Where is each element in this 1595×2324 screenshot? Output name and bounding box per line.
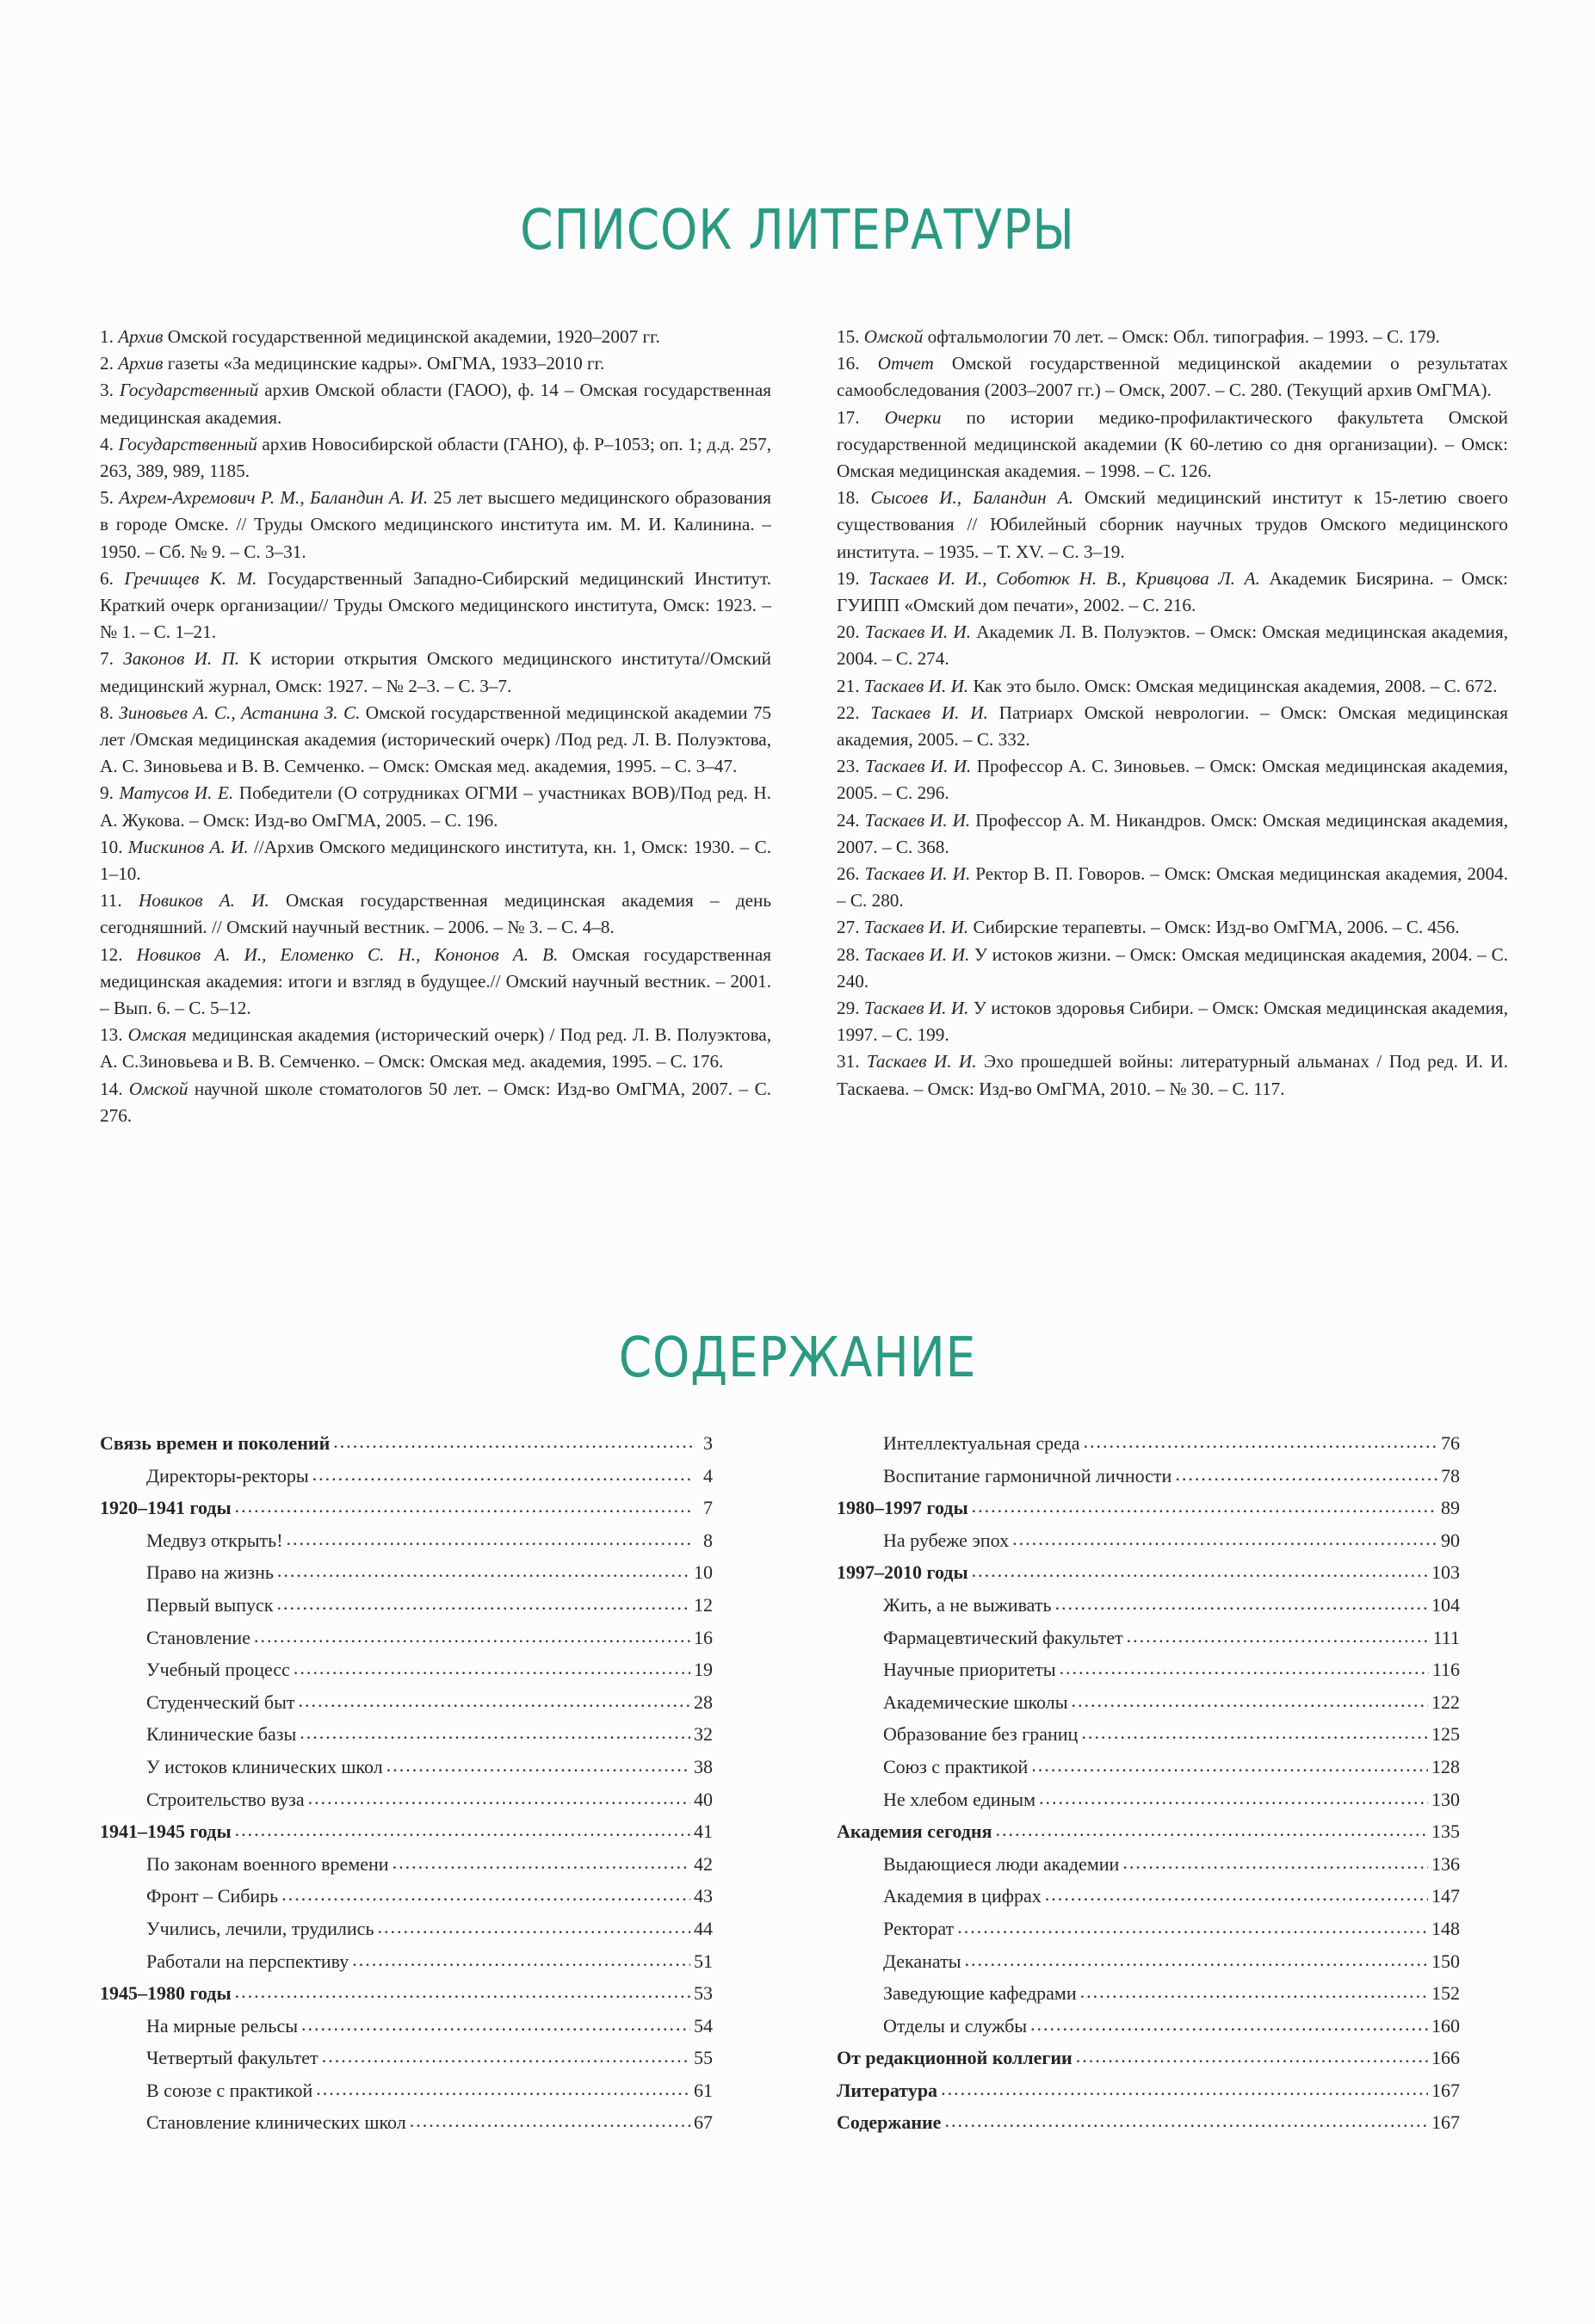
toc-entry-page: 152 (1431, 1982, 1460, 2005)
toc-entry-page: 51 (694, 1950, 713, 1972)
reference-number: 21. (837, 675, 860, 696)
reference-author: Таскаев И. И. (864, 621, 972, 643)
reference-number: 6. (100, 567, 114, 589)
reference-item (100, 566, 771, 646)
toc-entry-page: 16 (694, 1626, 713, 1648)
toc-dot-leader (1175, 1458, 1437, 1491)
toc-entry (100, 1751, 713, 1783)
toc-entry-title: Заведующие кафедрами (883, 1982, 1077, 2005)
toc-entry-page: 8 (703, 1529, 713, 1551)
toc-entry-page: 104 (1431, 1593, 1460, 1616)
reference-number: 15. (837, 326, 860, 347)
toc-dot-leader (1122, 1846, 1428, 1879)
reference-text: Государственный Западно-Сибирский медицинский Институт. Краткий очерк организации// Труды Омского медицинского института, Омск: 1923. – № 1. – С. 1–21. (100, 567, 771, 643)
reference-text: по истории медико-профилактического факультета Омской государственной медицинской академии (К 60-летию со дня организации). – Омск: Омская медицинская академия. – 1998. – С. 126. (837, 406, 1508, 482)
toc-dot-leader (1030, 2008, 1428, 2041)
reference-text: Патриарх Омской неврологии. – Омск: Омская медицинская академия, 2005. – С. 332. (837, 702, 1509, 751)
reference-item (837, 619, 1508, 672)
toc-entry-page: 130 (1431, 1788, 1460, 1810)
reference-author: Новиков А. И., Еломенко С. Н., Кононов А. В. (136, 943, 559, 965)
reference-number: 10. (100, 836, 123, 857)
toc-entry-title: Директоры-ректоры (146, 1464, 309, 1486)
toc-entry-title: Интеллектуальная среда (883, 1432, 1080, 1454)
reference-author: Таскаев И. И., Соботюк Н. В., Кривцова Л. А. (869, 567, 1260, 589)
toc-dot-leader (996, 1814, 1428, 1846)
toc-dot-leader (1072, 1684, 1428, 1717)
reference-item (837, 324, 1508, 350)
toc-entry (100, 1815, 713, 1848)
reference-author: Отчет (877, 353, 934, 374)
reference-text: Профессор А. М. Никандров. Омск: Омская медицинская академия, 2007. – С. 368. (837, 809, 1509, 857)
reference-author: Таскаев И. И. (866, 1051, 977, 1072)
toc-entry-page: 76 (1441, 1432, 1460, 1454)
toc-dot-leader (1060, 1652, 1429, 1684)
toc-entry-page: 136 (1431, 1852, 1460, 1875)
reference-author: Таскаев И. И. (864, 809, 971, 831)
reference-author: Таскаев И. И. (863, 917, 969, 938)
reference-item (837, 1048, 1508, 1102)
toc-dot-leader (235, 1975, 690, 2008)
toc-entry-title: Клинические базы (146, 1723, 297, 1746)
reference-number: 2. (100, 353, 114, 374)
toc-entry-page: 89 (1441, 1497, 1460, 1519)
toc-dot-leader (957, 1911, 1428, 1944)
toc-entry-title: Литература (837, 2079, 938, 2101)
toc-entry-page: 90 (1441, 1529, 1460, 1551)
toc-dot-leader (281, 1878, 690, 1911)
reference-number: 20. (837, 621, 860, 643)
reference-item (837, 350, 1508, 404)
toc-dot-leader (294, 1652, 690, 1684)
references-column-right (837, 324, 1508, 1103)
toc-entry-title: В союзе с практикой (146, 2079, 313, 2101)
reference-text: научной школе стоматологов 50 лет. – Омск: Изд-во ОмГМА, 2007. – С. 276. (100, 1078, 771, 1126)
toc-entry-page: 128 (1431, 1755, 1460, 1777)
toc-entry-title: Академия сегодня (837, 1820, 992, 1843)
toc-entry (100, 1622, 713, 1654)
toc-entry-title: Деканаты (883, 1950, 961, 1972)
reference-item (837, 995, 1508, 1048)
toc-entry-title: Студенческий быт (146, 1690, 295, 1713)
reference-number: 22. (837, 702, 860, 723)
toc-dot-leader (312, 1458, 694, 1491)
toc-entry-page: 28 (694, 1690, 713, 1713)
reference-text: //Архив Омского медицинского института, кн. 1, Омск: 1930. – С. 1–10. (100, 836, 772, 885)
toc-entry-page: 111 (1432, 1626, 1460, 1648)
reference-number: 12. (100, 943, 123, 965)
reference-item (100, 1022, 771, 1075)
toc-entry-title: Выдающиеся люди академии (883, 1852, 1120, 1875)
reference-number: 31. (837, 1051, 860, 1072)
toc-entry (100, 1556, 713, 1589)
reference-number: 27. (837, 917, 860, 938)
toc-dot-leader (944, 2105, 1428, 2137)
toc-entry-title: Не хлебом единым (883, 1788, 1036, 1810)
toc-entry-title: Отделы и службы (883, 2014, 1028, 2037)
toc-dot-leader (1076, 2040, 1428, 2073)
toc-dot-leader (299, 1684, 690, 1717)
toc-entry-page: 3 (703, 1432, 713, 1454)
toc-entry (837, 1556, 1460, 1589)
toc-dot-leader (352, 1944, 690, 1976)
toc-entry-page: 125 (1431, 1723, 1460, 1746)
toc-entry-page: 40 (694, 1788, 713, 1810)
toc-entry-title: 1945–1980 годы (100, 1982, 232, 2005)
reference-text: У истоков жизни. – Омск: Омская медицинская академия, 2004. – С. 240. (837, 943, 1509, 992)
reference-item (100, 350, 771, 377)
reference-text: Академик Бисярина. – Омск: ГУИПП «Омский дом печати», 2002. – С. 216. (837, 567, 1508, 616)
reference-text: офтальмологии 70 лет. – Омск: Обл. типография. – 1993. – С. 179. (923, 326, 1440, 347)
toc-dot-leader (277, 1587, 691, 1620)
toc-dot-leader (393, 1846, 690, 1879)
toc-entry-title: Связь времен и поколений (100, 1432, 331, 1454)
toc-entry-page: 44 (694, 1917, 713, 1939)
toc-entry-page: 7 (703, 1497, 713, 1519)
reference-number: 5. (100, 487, 114, 509)
toc-entry-page: 166 (1431, 2047, 1460, 2069)
reference-author: Архив (118, 353, 164, 374)
toc-entry (837, 1815, 1460, 1848)
toc-entry (100, 1977, 713, 2010)
toc-dot-leader (1081, 1716, 1428, 1749)
reference-text: 25 лет высшего медицинского образования в городе Омске. // Труды Омского медицинского института им. М. И. Калинина. –1950. – Сб. № 9. – С. 3–31. (100, 487, 771, 562)
reference-number: 7. (100, 648, 114, 670)
toc-entry (837, 1913, 1460, 1945)
toc-dot-leader (1127, 1620, 1430, 1653)
reference-text: У истоков здоровья Сибири. – Омск: Омская медицинская академия, 1997. – С. 199. (837, 998, 1508, 1046)
toc-entry-title: Фронт – Сибирь (146, 1885, 279, 1907)
reference-number: 17. (837, 406, 860, 428)
toc-entry-page: 19 (694, 1659, 713, 1681)
toc-entry-title: Ректорат (883, 1917, 955, 1939)
reference-author: Мискинов А. И. (127, 836, 249, 857)
toc-entry-page: 103 (1431, 1561, 1460, 1584)
toc-dot-leader (1045, 1878, 1428, 1911)
toc-entry-page: 61 (694, 2079, 713, 2101)
reference-number: 14. (100, 1078, 123, 1099)
toc-entry-page: 4 (703, 1464, 713, 1486)
reference-item (837, 405, 1508, 485)
reference-item (837, 861, 1508, 914)
toc-dot-leader (333, 1425, 694, 1458)
toc-entry-title: Академия в цифрах (883, 1885, 1042, 1907)
reference-item (100, 780, 771, 833)
toc-entry (100, 1913, 713, 1945)
toc-entry-page: 148 (1431, 1917, 1460, 1939)
toc-entry-title: Работали на перспективу (146, 1950, 349, 1972)
reference-text: Омская государственная медицинская академия – день сегодняшний. // Омский научный вестник. – 2006. – № 3. – С. 4–8. (100, 890, 772, 938)
toc-entry (837, 1718, 1460, 1751)
toc-entry (837, 1622, 1460, 1654)
toc-entry (837, 1945, 1460, 1978)
reference-text: К истории открытия Омского медицинского института//Омский медицинский журнал, Омск: 1927. – № 2–3. – С. 3–7. (100, 648, 772, 696)
reference-author: Ахрем-Ахремович Р. М., Баландин А. И. (119, 487, 429, 509)
reference-item (837, 700, 1508, 753)
toc-dot-leader (1055, 1587, 1428, 1620)
reference-item (837, 942, 1508, 995)
toc-entry-page: 160 (1431, 2014, 1460, 2037)
toc-entry-title: Научные приоритеты (883, 1659, 1056, 1681)
toc-entry-title: Учебный процесс (146, 1659, 290, 1681)
reference-text: газеты «За медицинские кадры». ОмГМА, 1933–2010 гг. (163, 353, 605, 374)
toc-dot-leader (301, 2008, 690, 2041)
toc-entry-page: 53 (694, 1982, 713, 2005)
toc-entry (837, 1783, 1460, 1816)
toc-dot-leader (972, 1554, 1428, 1587)
toc-entry-title: От редакционной коллегии (837, 2047, 1073, 2069)
toc-entry (837, 1880, 1460, 1913)
reference-number: 16. (837, 353, 860, 374)
toc-dot-leader (235, 1814, 690, 1846)
reference-item (837, 485, 1508, 566)
toc-entry-page: 10 (694, 1561, 713, 1584)
toc-dot-leader (377, 1911, 690, 1944)
toc-dot-leader (235, 1490, 694, 1523)
toc-entry-title: 1980–1997 годы (837, 1497, 968, 1519)
toc-entry-title: Воспитание гармоничной личности (883, 1464, 1172, 1486)
toc-dot-leader (386, 1749, 690, 1782)
reference-text: Эхо прошедшей войны: литературный альманах / Под ред. И. И. Таскаева. – Омск: Изд-во ОмГМА, 2010. – № 30. – С. 117. (837, 1051, 1508, 1099)
reference-text: Омской государственной медицинской академии 75 лет /Омская медицинская академия (исторический очерк) /Под ред. Л. В. Полуэктова, А. С. Зиновьева и В. В. Семченко. – Омск: Омская мед. академия, 1995. – С. 3–47. (100, 702, 772, 777)
toc-entry (100, 1686, 713, 1719)
toc-entry (100, 2042, 713, 2074)
reference-author: Омской (863, 326, 924, 347)
toc-entry (837, 1524, 1460, 1557)
toc-entry (100, 1880, 713, 1913)
toc-entry (100, 1589, 713, 1622)
reference-item (100, 646, 771, 699)
toc-dot-leader (941, 2073, 1428, 2105)
toc-entry (100, 1783, 713, 1816)
reference-item (100, 324, 771, 350)
toc-entry-title: На рубеже эпох (883, 1529, 1010, 1551)
reference-author: Омская (127, 1024, 187, 1046)
toc-dot-leader (322, 2040, 690, 2073)
reference-item (100, 887, 771, 941)
reference-number: 19. (837, 567, 860, 589)
references-column-left (100, 324, 771, 1129)
reference-author: Государственный (118, 433, 257, 454)
reference-item (100, 834, 771, 887)
toc-entry-page: 167 (1431, 2111, 1460, 2134)
reference-number: 8. (100, 702, 114, 723)
reference-author: Новиков А. И. (138, 890, 269, 912)
toc-dot-leader (1031, 1749, 1428, 1782)
reference-author: Законов И. П. (123, 648, 240, 670)
toc-dot-leader (287, 1523, 694, 1555)
reference-text: Профессор А. С. Зиновьев. – Омск: Омская медицинская академия, 2005. – С. 296. (837, 756, 1509, 804)
toc-entry-page: 150 (1431, 1950, 1460, 1972)
reference-item (837, 753, 1508, 807)
contents-column-right (837, 1427, 1460, 2139)
toc-dot-leader (410, 2105, 690, 2137)
reference-number: 9. (100, 782, 114, 804)
toc-dot-leader (316, 2073, 690, 2105)
reference-item (100, 942, 771, 1023)
toc-entry-title: Учились, лечили, трудились (146, 1917, 374, 1939)
toc-entry (837, 2106, 1460, 2139)
reference-number: 13. (100, 1024, 123, 1046)
toc-entry (100, 1460, 713, 1493)
toc-entry-title: 1941–1945 годы (100, 1820, 232, 1843)
toc-entry (100, 1427, 713, 1460)
toc-entry (100, 2074, 713, 2107)
toc-entry-page: 122 (1431, 1690, 1460, 1713)
toc-entry-title: Строительство вуза (146, 1788, 305, 1810)
toc-entry-title: Союз с практикой (883, 1755, 1029, 1777)
toc-entry (837, 2074, 1460, 2107)
toc-entry (837, 1492, 1460, 1524)
toc-entry-page: 67 (694, 2111, 713, 2134)
toc-entry (837, 1460, 1460, 1493)
toc-dot-leader (1080, 1975, 1428, 2008)
reference-number: 4. (100, 433, 114, 454)
toc-entry-page: 54 (694, 2014, 713, 2037)
toc-entry (837, 1653, 1460, 1686)
literature-heading: СПИСОК ЛИТЕРАТУРЫ (520, 199, 1075, 263)
toc-entry (100, 2010, 713, 2043)
reference-text: Академик Л. В. Полуэктов. – Омск: Омская медицинская академия, 2004. – С. 274. (837, 621, 1509, 670)
toc-entry-title: Фармацевтический факультет (883, 1626, 1123, 1648)
reference-item (100, 700, 771, 781)
toc-entry-page: 32 (694, 1723, 713, 1746)
toc-entry (100, 1524, 713, 1557)
toc-dot-leader (308, 1782, 690, 1814)
reference-author: Таскаев И. И. (863, 998, 969, 1019)
reference-text: Омский медицинский институт к 15-летию своего существования // Юбилейный сборник научных трудов Омского медицинского института. – 1935. – Т. XV. – С. 3–19. (837, 487, 1508, 562)
toc-entry (837, 1977, 1460, 2010)
reference-number: 3. (100, 380, 114, 401)
toc-entry-title: Образование без границ (883, 1723, 1079, 1746)
toc-entry (100, 1492, 713, 1524)
toc-entry-page: 38 (694, 1755, 713, 1777)
toc-entry-page: 116 (1431, 1659, 1460, 1681)
toc-entry (837, 1686, 1460, 1719)
toc-entry (100, 1718, 713, 1751)
toc-entry-page: 41 (694, 1820, 713, 1843)
reference-text: Омской государственной медицинской академии о результатах самообследования (2003–2007 гг.) – Омск, 2007. – С. 280. (Текущий архив ОмГМА). (837, 353, 1508, 401)
reference-author: Гречищев К. М. (124, 567, 257, 589)
reference-text: архив Новосибирской области (ГАНО), ф. Р–1053; оп. 1; д.д. 257, 263, 389, 989, 1185. (100, 433, 772, 482)
toc-entry-title: Первый выпуск (146, 1593, 274, 1616)
reference-item (837, 566, 1508, 619)
reference-author: Очерки (884, 406, 942, 428)
reference-item (100, 377, 771, 430)
toc-entry-page: 42 (694, 1852, 713, 1875)
reference-text: архив Омской области (ГАОО), ф. 14 – Омская государственная медицинская академия. (100, 380, 771, 428)
reference-author: Государственный (119, 380, 259, 401)
toc-entry-title: Становление (146, 1626, 250, 1648)
reference-number: 23. (837, 756, 860, 777)
toc-entry-title: На мирные рельсы (146, 2014, 298, 2037)
toc-entry-page: 167 (1431, 2079, 1460, 2101)
toc-dot-leader (1084, 1425, 1437, 1458)
toc-entry (837, 1751, 1460, 1783)
toc-entry (100, 1848, 713, 1881)
toc-dot-leader (972, 1490, 1437, 1523)
toc-entry (100, 2106, 713, 2139)
toc-entry (837, 1848, 1460, 1881)
toc-entry-title: Становление клинических школ (146, 2111, 406, 2134)
toc-entry-page: 12 (694, 1593, 713, 1616)
reference-text: медицинская академия (исторический очерк) / Под ред. Л. В. Полуэктова, А. С.Зиновьева и В. В. Семченко. – Омск: Омская мед. академия, 1995. – С. 176. (100, 1024, 772, 1072)
toc-entry-title: У истоков клинических школ (146, 1755, 383, 1777)
reference-author: Таскаев И. И. (864, 863, 971, 885)
toc-entry (837, 1427, 1460, 1460)
toc-entry-page: 55 (694, 2047, 713, 2069)
reference-number: 26. (837, 863, 860, 885)
toc-dot-leader (277, 1554, 690, 1587)
toc-entry-page: 43 (694, 1885, 713, 1907)
reference-text: Сибирские терапевты. – Омск: Изд-во ОмГМА, 2006. – С. 456. (968, 917, 1460, 938)
reference-item (837, 673, 1508, 700)
toc-entry-page: 135 (1431, 1820, 1460, 1843)
reference-item (837, 807, 1508, 861)
reference-text: Ректор В. П. Говоров. – Омск: Омская медицинская академия, 2004. – С. 280. (837, 863, 1508, 912)
reference-number: 28. (837, 943, 860, 965)
reference-author: Архив (118, 326, 164, 347)
reference-author: Таскаев И. И. (864, 756, 972, 777)
toc-dot-leader (300, 1716, 690, 1749)
reference-number: 18. (837, 487, 860, 509)
toc-entry-page: 147 (1431, 1885, 1460, 1907)
reference-author: Таскаев И. И. (863, 675, 969, 696)
reference-text: Омская государственная медицинская академия: итоги и взгляд в будущее.// Омский научный вестник. – 2001. – Вып. 6. – С. 5–12. (100, 943, 771, 1019)
toc-entry (837, 1589, 1460, 1622)
contents-column-left (100, 1427, 713, 2139)
reference-number: 1. (100, 326, 114, 347)
toc-entry-title: Содержание (837, 2111, 942, 2134)
reference-author: Сысоев И., Баландин А. (870, 487, 1073, 509)
toc-entry-title: По законам военного времени (146, 1852, 389, 1875)
toc-entry (837, 2042, 1460, 2074)
toc-entry-title: Медвуз открыть! (146, 1529, 283, 1551)
reference-author: Омской (128, 1078, 189, 1099)
reference-item (100, 485, 771, 566)
reference-text: Омской государственной медицинской академии, 1920–2007 гг. (163, 326, 660, 347)
reference-author: Таскаев И. И. (870, 702, 988, 723)
toc-entry-title: Жить, а не выживать (883, 1593, 1052, 1616)
toc-dot-leader (1039, 1782, 1428, 1814)
reference-number: 11. (100, 890, 122, 912)
toc-dot-leader (965, 1944, 1428, 1976)
toc-dot-leader (254, 1620, 690, 1653)
reference-author: Таскаев И. И. (864, 943, 970, 965)
reference-number: 29. (837, 998, 860, 1019)
reference-item (837, 914, 1508, 941)
reference-item (100, 431, 771, 485)
toc-entry (100, 1945, 713, 1978)
toc-entry (837, 2010, 1460, 2043)
toc-dot-leader (1012, 1523, 1437, 1555)
toc-entry-title: 1920–1941 годы (100, 1497, 232, 1519)
toc-entry-title: Четвертый факультет (146, 2047, 318, 2069)
contents-heading: СОДЕРЖАНИЕ (618, 1326, 977, 1390)
reference-text: Как это было. Омск: Омская медицинская академия, 2008. – С. 672. (968, 675, 1498, 696)
toc-entry-title: Право на жизнь (146, 1561, 274, 1584)
reference-text: Победители (О сотрудниках ОГМИ – участниках ВОВ)/Под ред. Н. А. Жукова. – Омск: Изд-во ОмГМА, 2005. – С. 196. (100, 782, 771, 831)
toc-entry-title: 1997–2010 годы (837, 1561, 968, 1584)
reference-item (100, 1076, 771, 1129)
reference-author: Зиновьев А. С., Астанина З. С. (119, 702, 361, 723)
toc-entry-page: 78 (1441, 1464, 1460, 1486)
toc-entry-title: Академические школы (883, 1690, 1068, 1713)
reference-number: 24. (837, 809, 860, 831)
reference-author: Матусов И. Е. (119, 782, 234, 804)
toc-entry (100, 1653, 713, 1686)
